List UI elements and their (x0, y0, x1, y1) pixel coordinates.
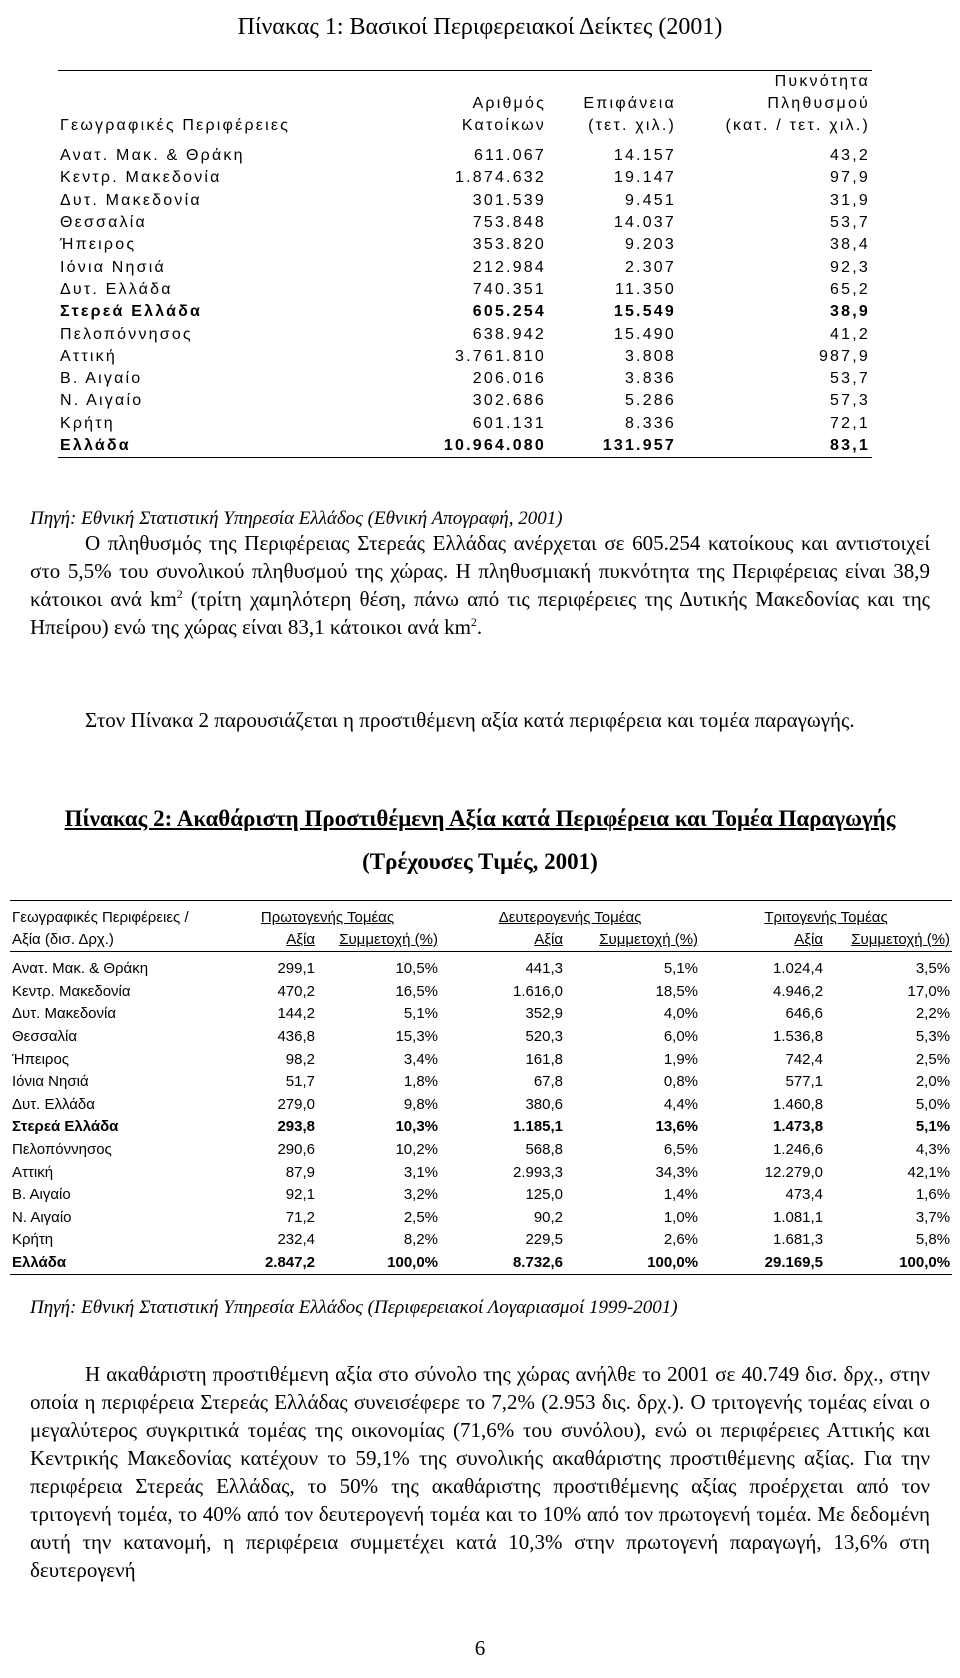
table2-cell-primary-value: 436,8 (277, 1028, 315, 1046)
table2-cell-tertiary-share: 5,0% (915, 1095, 951, 1113)
table1-cell-area: 14.037 (613, 214, 676, 232)
table2-cell-secondary-value: 352,9 (525, 1005, 564, 1023)
table1-cell-density: 57,3 (830, 392, 870, 410)
table2-cell-primary-share: 5,1% (403, 1005, 439, 1023)
table2-header-value (700, 929, 825, 952)
table2-cell-primary-value: 470,2 (277, 982, 315, 1000)
table2-row (10, 1048, 952, 1071)
table2-cell-secondary-share: 13,6% (655, 1118, 699, 1136)
table2-body (10, 952, 952, 1275)
table1-cell-region: Κρήτη (60, 414, 115, 432)
table1-cell-region: Ανατ. Μακ. & Θράκη (60, 147, 245, 165)
table1-header-region (58, 71, 388, 137)
table1-row (58, 137, 872, 167)
table1-row (58, 368, 872, 390)
table2-cell-primary-share: 16,5% (395, 982, 439, 1000)
table2-cell-secondary-share: 1,9% (663, 1050, 699, 1068)
paragraph-gva-analysis: Η ακαθάριστη προστιθέμενη αξία στο σύνολο της χώρας ανήλθε το 2001 σε 40.749 δισ. δρχ., στην οποία η περιφέρεια Στερεάς Ελλάδας συνεισέφερε το 7,2% (2.953 δις. δρχ.). Ο τριτογενής τομέας είναι ο μεγαλύτερος συγκριτικά τομέας της οικονομίας (71,6% του συνόλου), ενώ οι περιφέρειες Αττικής και Κεντρικής Μακεδονίας κατέχουν το 59,1% της συνολικής ακαθάριστης προστιθέμενης αξίας. Για την περιφέρεια Στερεάς Ελλάδας, το 50% της ακαθάριστης προστιθέμενης αξίας προέρχεται από τον τριτογενή τομέα, το 40% από τον δευτερογενή τομέα και το 10% από τον πρωτογενή τομέα. Με δεδομένη αυτή την κατανομή, η περιφέρεια συμμετέχει κατά 10,3% στην πρωτογενή παραγωγή, 13,6% στη δευτερογενή (30, 1362, 930, 1582)
table1-row (58, 301, 872, 323)
table2-row (10, 1184, 952, 1207)
table2-cell-tertiary-value: 1.246,6 (772, 1141, 824, 1159)
table2-header-primary-text: Πρωτογενής Τομέας (260, 909, 395, 926)
table2-cell-secondary-value: 568,8 (525, 1141, 564, 1159)
page-number: 6 (474, 1636, 486, 1660)
table1-cell-area: 2.307 (624, 258, 676, 276)
table1-row (58, 413, 872, 435)
table2-cell-region: Ήπειρος (12, 1050, 70, 1068)
table1-cell-population: 3.761.810 (455, 347, 546, 365)
table1-cell-density: 43,2 (830, 147, 870, 165)
table1-cell-population: 353.820 (472, 236, 546, 254)
table2-cell-secondary-value: 125,0 (525, 1186, 564, 1204)
table2-cell-primary-value: 51,7 (285, 1073, 315, 1091)
table1-header-density-l3: (κατ. / τετ. χιλ.) (725, 117, 870, 134)
table2-header-region-l1: Γεωγραφικές Περιφέρειες / (12, 909, 189, 926)
table1-cell-population: 740.351 (472, 280, 546, 298)
table2-cell-primary-value: 71,2 (285, 1208, 315, 1226)
table1-cell-density: 53,7 (830, 370, 870, 388)
table2-cell-region: Πελοπόννησος (12, 1141, 112, 1159)
table2-row (10, 981, 952, 1004)
table1-row (58, 234, 872, 256)
table2-cell-secondary-share: 5,1% (663, 960, 699, 978)
table1-cell-population: 611.067 (473, 147, 546, 165)
table1-cell-population: 1.874.632 (455, 169, 546, 187)
table1-row (58, 256, 872, 278)
table1-cell-population: 206.016 (472, 370, 546, 388)
table1-cell-region: Ιόνια Νησιά (60, 258, 166, 276)
table1-cell-region: Δυτ. Ελλάδα (60, 280, 173, 298)
table1-cell-area: 3.836 (624, 370, 676, 388)
table1-row (58, 390, 872, 412)
table2-cell-primary-share: 1,8% (403, 1073, 439, 1091)
table2-cell-tertiary-share: 2,0% (915, 1073, 951, 1091)
table1-row (58, 190, 872, 212)
paragraph-population-part3: . (476, 615, 483, 639)
table2-cell-secondary-share: 18,5% (655, 982, 699, 1000)
table2-top-rule (10, 900, 952, 901)
table1-cell-region: Ελλάδα (60, 437, 131, 454)
table2-cell-primary-value: 87,9 (285, 1163, 315, 1181)
table1-cell-area: 15.490 (613, 325, 676, 343)
table1-cell-density: 53,7 (830, 214, 870, 232)
table2-cell-secondary-value: 8.732,6 (440, 1252, 565, 1275)
table1-cell-density: 83,1 (830, 437, 870, 454)
table1-cell-density: 38,9 (830, 303, 870, 321)
table1-cell-region: Δυτ. Μακεδονία (60, 191, 202, 209)
table2-cell-primary-share: 10,5% (395, 960, 439, 978)
table2-cell-secondary-value: 67,8 (533, 1073, 564, 1091)
table1-cell-density: 72,1 (830, 414, 870, 432)
table1-cell-area: 3.808 (624, 347, 676, 365)
table2-cell-tertiary-value: 1.681,3 (772, 1231, 824, 1249)
table1-cell-population: 10.964.080 (443, 437, 546, 454)
table2-row (10, 1094, 952, 1117)
table1-cell-region: Κεντρ. Μακεδονία (60, 169, 222, 187)
table2-cell-tertiary-share: 2,2% (915, 1005, 951, 1023)
table1-cell-region: Αττική (60, 347, 117, 365)
table2-header-row (10, 907, 952, 929)
table2-cell-primary-value: 299,1 (277, 960, 315, 978)
table2-header-value-text: Αξία (794, 931, 824, 948)
table1-cell-population: 638.942 (472, 325, 546, 343)
table2-cell-primary-value: 232,4 (277, 1231, 315, 1249)
table2-cell-tertiary-share: 5,3% (915, 1028, 951, 1046)
table2-cell-primary-share: 10,3% (395, 1118, 439, 1136)
table2-cell-secondary-value: 1.185,1 (512, 1118, 564, 1136)
table2-header-share (317, 929, 440, 952)
table2-cell-primary-value: 144,2 (277, 1005, 315, 1023)
table2-cell-tertiary-value: 473,4 (785, 1186, 824, 1204)
table2-cell-secondary-share: 1,0% (663, 1208, 699, 1226)
table1-header-population-l2: Κατοίκων (461, 117, 546, 134)
table1-header-population-l1: Αριθμός (472, 95, 546, 112)
table2-cell-tertiary-value: 1.460,8 (772, 1095, 824, 1113)
table2-cell-primary-share: 2,5% (403, 1208, 439, 1226)
table1-cell-area: 15.549 (613, 303, 676, 321)
table1-cell-density: 41,2 (830, 325, 870, 343)
table1-header-row (58, 71, 872, 137)
table2-row (10, 952, 952, 981)
table2 (10, 900, 952, 1275)
table1-cell-population: 753.848 (472, 214, 546, 232)
paragraph-population-part1: Ο πληθυσμός της Περιφέρειας Στερεάς Ελλάδας ανέρχεται σε 605.254 κατοίκους και αντιστοιχεί στο 5,5% του συνολικού πληθυσμού της χώρας. Η πληθυσμιακή πυκνότητα της Περιφέρειας είναι 38,9 κάτοικοι ανά km (30, 531, 930, 611)
table2-subheader-row (10, 929, 952, 952)
table2-cell-secondary-share: 100,0% (565, 1252, 700, 1275)
table2-cell-secondary-value: 380,6 (525, 1095, 564, 1113)
table1-body (58, 137, 872, 457)
table1-cell-region: Θεσσαλία (60, 214, 147, 232)
table1 (58, 70, 872, 458)
table2-cell-region: Δυτ. Μακεδονία (12, 1005, 117, 1023)
table1-cell-density: 38,4 (830, 236, 870, 254)
table2-cell-secondary-value: 90,2 (533, 1208, 564, 1226)
table2-cell-tertiary-share: 5,1% (915, 1118, 951, 1136)
table2-cell-primary-value: 98,2 (285, 1050, 315, 1068)
table2-row (10, 1003, 952, 1026)
table2-cell-secondary-value: 520,3 (525, 1028, 564, 1046)
table2-header-primary (215, 907, 440, 929)
table2-cell-primary-value: 2.847,2 (215, 1252, 317, 1275)
table2-header-value (215, 929, 317, 952)
table1-row (58, 212, 872, 234)
table2-cell-tertiary-share: 5,8% (915, 1231, 951, 1249)
table1-header-population (388, 71, 548, 137)
superscript-2: 2 (176, 587, 183, 601)
table2-cell-secondary-share: 2,6% (663, 1231, 699, 1249)
table2-cell-secondary-share: 4,0% (663, 1005, 699, 1023)
table2-cell-secondary-value: 161,8 (525, 1050, 564, 1068)
table1-cell-population: 302.686 (472, 392, 546, 410)
table2-cell-secondary-share: 1,4% (663, 1186, 699, 1204)
table1-cell-population: 605.254 (472, 303, 546, 321)
table2-header-share-text: Συμμετοχή (%) (339, 931, 439, 948)
table2-row (10, 1229, 952, 1252)
table1-cell-area: 8.336 (624, 414, 676, 432)
table1-bottom-rule (58, 457, 872, 458)
table1-header-area (548, 71, 678, 137)
table2-cell-tertiary-share: 3,7% (915, 1208, 951, 1226)
table2-cell-tertiary-value: 29.169,5 (700, 1252, 825, 1275)
table1-cell-area: 9.451 (624, 191, 676, 209)
table2-cell-region: Ελλάδα (10, 1252, 215, 1275)
table2-cell-region: Δυτ. Ελλάδα (12, 1095, 95, 1113)
table1-cell-region: Ήπειρος (60, 236, 137, 254)
table1-cell-density: 31,9 (830, 191, 870, 209)
table2-header-value-text: Αξία (534, 931, 564, 948)
table2-cell-tertiary-share: 2,5% (915, 1050, 951, 1068)
table2-cell-primary-share: 3,2% (403, 1186, 439, 1204)
table2-cell-region: Ανατ. Μακ. & Θράκη (12, 960, 149, 978)
table2-cell-primary-share: 8,2% (403, 1231, 439, 1249)
table2-header-value-text: Αξία (286, 931, 315, 948)
table2-cell-tertiary-share: 42,1% (907, 1163, 951, 1181)
table2-cell-secondary-value: 441,3 (525, 960, 564, 978)
table2-cell-primary-value: 279,0 (277, 1095, 315, 1113)
table2-header-share (825, 929, 952, 952)
paragraph-population-part2: (τρίτη χαμηλότερη θέση, πάνω από τις περιφέρειες της Δυτικής Μακεδονίας και της Ηπείρου) ενώ της χώρας είναι 83,1 κάτοικοι ανά km (30, 587, 930, 639)
paragraph-table2-intro: Στον Πίνακα 2 παρουσιάζεται η προστιθέμενη αξία κατά περιφέρεια και τομέα παραγωγής. (85, 708, 855, 732)
table2-cell-region: Θεσσαλία (12, 1028, 78, 1046)
table2-header-tertiary-text: Τριτογενής Τομέας (764, 909, 888, 926)
table2-cell-primary-value: 293,8 (277, 1118, 315, 1136)
table2-cell-region: Ιόνια Νησιά (12, 1073, 89, 1091)
table2-header-region-l2: Αξία (δισ. Δρχ.) (10, 929, 215, 952)
table1-cell-area: 5.286 (624, 392, 676, 410)
table1-title: Πίνακας 1: Βασικοί Περιφερειακοί Δείκτες (2001) (237, 14, 723, 40)
table2-header-value (440, 929, 565, 952)
table2-row (10, 1139, 952, 1162)
table2-cell-tertiary-value: 1.473,8 (772, 1118, 824, 1136)
table2-row (10, 1161, 952, 1184)
table2-header-tertiary (700, 907, 952, 929)
table2-cell-tertiary-share: 17,0% (907, 982, 951, 1000)
table2-row (10, 1252, 952, 1275)
table2-cell-primary-share: 3,1% (403, 1163, 439, 1181)
table2-row (10, 1207, 952, 1230)
table1-cell-density: 92,3 (830, 258, 870, 276)
table2-cell-secondary-value: 1.616,0 (512, 982, 564, 1000)
table2-source: Πηγή: Εθνική Στατιστική Υπηρεσία Ελλάδος (Περιφερειακοί Λογαριασμοί 1999-2001) (30, 1297, 678, 1318)
table2-row (10, 1026, 952, 1049)
table1-row (58, 323, 872, 345)
table2-cell-tertiary-share: 4,3% (915, 1141, 951, 1159)
table1-row (58, 435, 872, 457)
table1-cell-area: 11.350 (615, 280, 676, 298)
table2-cell-primary-share: 10,2% (395, 1141, 439, 1159)
table2-row (10, 1071, 952, 1094)
table2-cell-secondary-share: 34,3% (655, 1163, 699, 1181)
table2-cell-secondary-share: 0,8% (663, 1073, 699, 1091)
table1-header-area-l1: Επιφάνεια (583, 95, 676, 112)
table2-cell-tertiary-share: 1,6% (915, 1186, 951, 1204)
table2-cell-primary-share: 100,0% (317, 1252, 440, 1275)
table1-header-density-l2: Πληθυσμού (767, 95, 870, 112)
table2-cell-region: Στερεά Ελλάδα (12, 1118, 119, 1136)
table2-cell-secondary-share: 6,5% (663, 1141, 699, 1159)
table2-cell-primary-share: 3,4% (403, 1050, 439, 1068)
table2-header-secondary-text: Δευτερογενής Τομέας (498, 909, 642, 926)
table2-cell-secondary-value: 2.993,3 (512, 1163, 564, 1181)
table1-cell-population: 301.539 (472, 191, 546, 209)
table2-cell-primary-share: 9,8% (403, 1095, 439, 1113)
table1-row (58, 346, 872, 368)
table1-cell-density: 987,9 (818, 347, 870, 365)
table1-cell-density: 97,9 (830, 169, 870, 187)
table1-header-region-text: Γεωγραφικές Περιφέρειες (60, 117, 291, 134)
table2-cell-primary-value: 92,1 (285, 1186, 315, 1204)
table1-cell-region: Πελοπόννησος (60, 325, 193, 343)
table2-cell-tertiary-share: 100,0% (825, 1252, 952, 1275)
table2-cell-tertiary-value: 646,6 (785, 1005, 824, 1023)
table2-subtitle: (Τρέχουσες Τιμές, 2001) (362, 849, 598, 874)
table2-cell-tertiary-value: 12.279,0 (764, 1163, 824, 1181)
table1-grid (58, 71, 872, 457)
table2-cell-secondary-share: 6,0% (663, 1028, 699, 1046)
table1-cell-region: Ν. Αιγαίο (60, 392, 144, 410)
table1-cell-population: 212.984 (472, 258, 546, 276)
table2-header-share-text: Συμμετοχή (%) (851, 931, 951, 948)
table2-row (10, 1116, 952, 1139)
table2-cell-tertiary-value: 1.536,8 (772, 1028, 824, 1046)
table2-header-share (565, 929, 700, 952)
table2-cell-tertiary-value: 4.946,2 (772, 982, 824, 1000)
table2-cell-tertiary-value: 577,1 (785, 1073, 824, 1091)
superscript-2: 2 (470, 615, 477, 629)
table1-header-density-l1: Πυκνότητα (774, 73, 870, 90)
table1-cell-area: 19.147 (613, 169, 676, 187)
table2-cell-secondary-value: 229,5 (525, 1231, 564, 1249)
table2-cell-primary-share: 15,3% (395, 1028, 439, 1046)
table2-header-share-text: Συμμετοχή (%) (599, 931, 699, 948)
table1-row (58, 279, 872, 301)
table2-cell-region: Κρήτη (12, 1231, 54, 1249)
table1-source: Πηγή: Εθνική Στατιστική Υπηρεσία Ελλάδος (Εθνική Απογραφή, 2001) (30, 508, 563, 529)
table1-cell-population: 601.131 (472, 414, 546, 432)
table2-cell-primary-value: 290,6 (277, 1141, 315, 1159)
table1-cell-region: Β. Αιγαίο (60, 370, 143, 388)
table2-cell-region: Κεντρ. Μακεδονία (12, 982, 131, 1000)
table2-cell-tertiary-share: 3,5% (915, 960, 951, 978)
table1-cell-area: 14.157 (613, 147, 676, 165)
table1-cell-density: 65,2 (830, 280, 870, 298)
table1-row (58, 167, 872, 189)
table1-header-density (678, 71, 872, 137)
paragraph-population (30, 529, 930, 641)
table2-cell-tertiary-value: 1.081,1 (772, 1208, 824, 1226)
table1-cell-region: Στερεά Ελλάδα (60, 303, 203, 321)
table1-header-area-l2: (τετ. χιλ.) (588, 117, 676, 134)
table1-cell-area: 9.203 (624, 236, 676, 254)
table1-cell-area: 131.957 (602, 437, 676, 454)
table2-title: Πίνακας 2: Ακαθάριστη Προστιθέμενη Αξία κατά Περιφέρεια και Τομέα Παραγωγής (64, 806, 896, 831)
table2-cell-secondary-share: 4,4% (663, 1095, 699, 1113)
table2-grid (10, 907, 952, 1275)
table2-cell-region: Αττική (12, 1163, 54, 1181)
table2-cell-tertiary-value: 1.024,4 (772, 960, 824, 978)
table2-cell-region: Β. Αιγαίο (12, 1186, 71, 1204)
table2-cell-region: Ν. Αιγαίο (12, 1208, 72, 1226)
table2-header-secondary (440, 907, 700, 929)
table2-cell-tertiary-value: 742,4 (785, 1050, 824, 1068)
